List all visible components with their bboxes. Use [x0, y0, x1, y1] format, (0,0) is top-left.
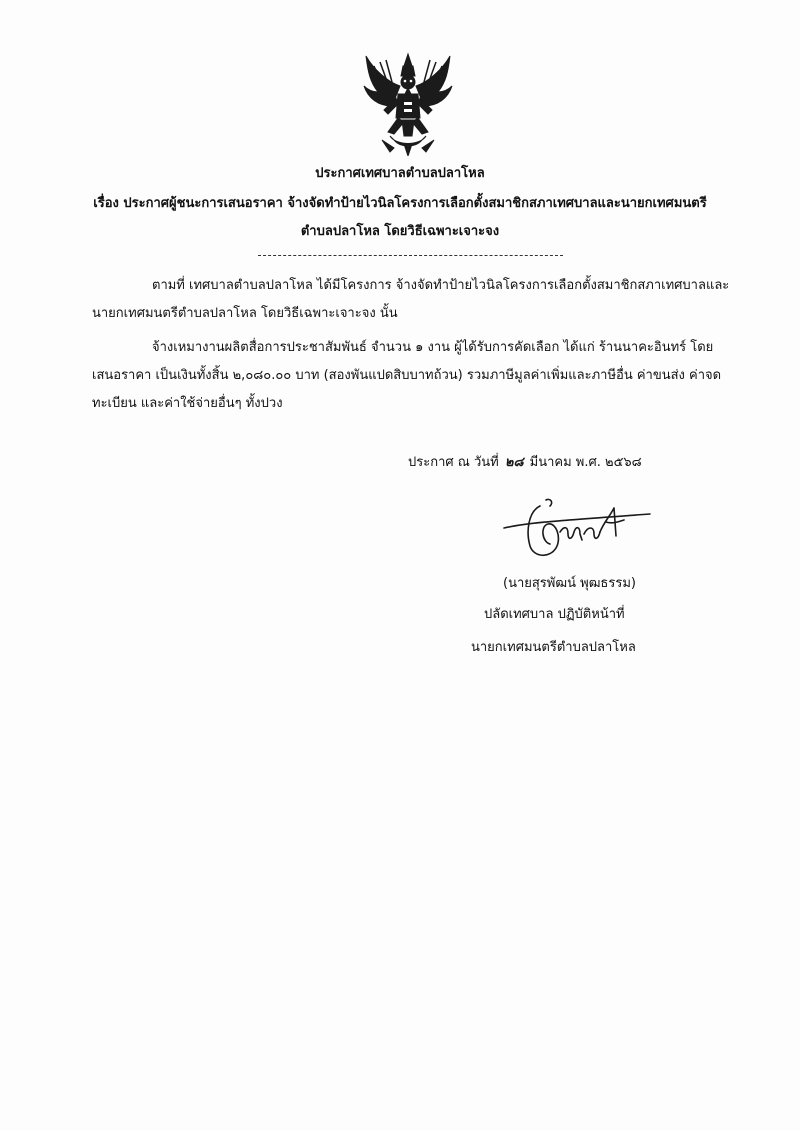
- date-suffix: มีนาคม พ.ศ. ๒๕๖๘: [529, 455, 642, 470]
- handwritten-signature: [500, 492, 660, 572]
- dashed-divider: [258, 255, 563, 256]
- signatory-position: ปลัดเทศบาล ปฏิบัติหน้าที่: [484, 607, 625, 622]
- announcement-date: [408, 451, 642, 472]
- paragraph-2-line-3: ทะเบียน และค่าใช้จ่ายอื่นๆ ทั้งปวง: [92, 396, 283, 411]
- announcement-org: ประกาศเทศบาลตำบลปลาโหล: [315, 166, 485, 181]
- date-prefix: ประกาศ ณ วันที่: [408, 455, 499, 470]
- garuda-emblem-icon: [360, 52, 456, 156]
- handwritten-day: ๒๘: [504, 455, 524, 470]
- signatory-name: (นายสุรพัฒน์ พุฒธรรม): [503, 576, 636, 591]
- signatory-position-acting: นายกเทศมนตรีตำบลปลาโหล: [471, 640, 636, 655]
- paragraph-2-line-1: จ้างเหมางานผลิตสื่อการประชาสัมพันธ์ จำนวน ๑ งาน ผู้ได้รับการคัดเลือก ได้แก่ ร้านนาคะอินทร์ โดย: [152, 340, 714, 355]
- announcement-subject-cont: ตำบลปลาโหล โดยวิธีเฉพาะเจาะจง: [300, 224, 500, 239]
- announcement-subject: เรื่อง ประกาศผู้ชนะการเสนอราคา จ้างจัดทำป้ายไวนิลโครงการเลือกตั้งสมาชิกสภาเทศบาลและนายกเทศมนตรี: [93, 196, 707, 211]
- paragraph-2-line-2: เสนอราคา เป็นเงินทั้งสิ้น ๒,๐๘๐.๐๐ บาท (สองพันแปดสิบบาทถ้วน) รวมภาษีมูลค่าเพิ่มและภาษีอื่น ค่าขนส่ง ค่าจด: [92, 368, 722, 383]
- paragraph-1-line-1: ตามที่ เทศบาลตำบลปลาโหล ได้มีโครงการ จ้างจัดทำป้ายไวนิลโครงการเลือกตั้งสมาชิกสภาเทศบาลและ: [152, 278, 730, 293]
- paragraph-1-line-2: นายกเทศมนตรีตำบลปลาโหล โดยวิธีเฉพาะเจาะจง นั้น: [92, 306, 398, 321]
